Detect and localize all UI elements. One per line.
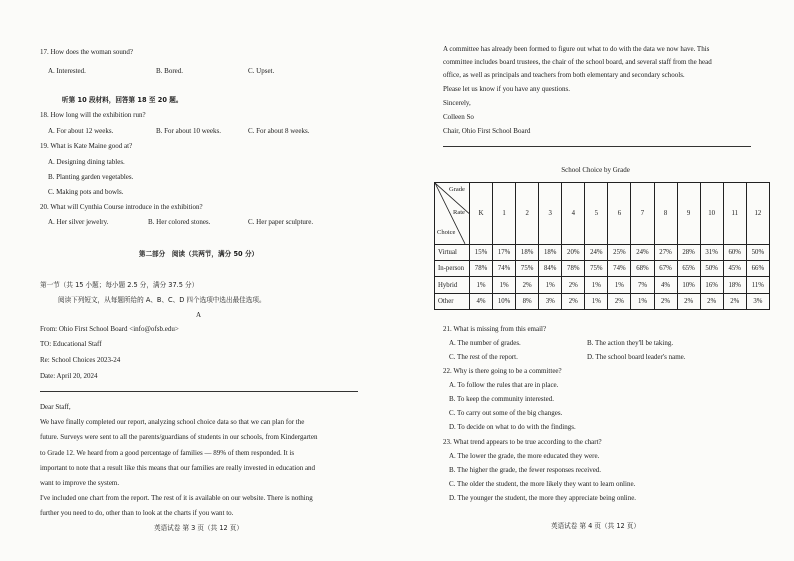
q22-option-d: D. To decide on what to do with the findings. (449, 423, 576, 431)
table-cell: 1% (493, 277, 516, 293)
email-p2-line: further you need to do, other than to look at the charts if you want to. (40, 509, 234, 517)
grade-column-header: 8 (654, 183, 677, 245)
q22-stem: 22. Why is there going to be a committee? (443, 367, 562, 375)
table-cell: 24% (585, 244, 608, 260)
email-p1-line: future. Surveys were sent to all the parents/guardians of students in our schools, from Kindergarten (40, 433, 318, 441)
table-cell: 7% (631, 277, 654, 293)
row-label: Virtual (435, 244, 470, 260)
table-cell: 2% (654, 293, 677, 309)
table-cell: 25% (608, 244, 631, 260)
table-cell: 50% (700, 261, 723, 277)
q23-stem: 23. What trend appears to be true according to the chart? (443, 438, 602, 446)
table-cell: 65% (677, 261, 700, 277)
q17-stem: 17. How does the woman sound? (40, 48, 133, 56)
table-cell: 1% (470, 277, 493, 293)
q18-option-a: A. For about 12 weeks. (48, 127, 114, 135)
email-p1-line: important to note that a result like this means that our families are really invested in education and (40, 464, 316, 472)
email-p1-line: to Grade 12. We heard from a good percentage of families — 89% of them responded. It is (40, 449, 295, 457)
table-cell: 45% (723, 261, 746, 277)
table-cell: 2% (562, 293, 585, 309)
q18-option-c: C. For about 8 weeks. (248, 127, 310, 135)
email-to: TO: Educational Staff (40, 340, 102, 348)
grade-column-header: 3 (539, 183, 562, 245)
table-cell: 18% (723, 277, 746, 293)
email-p1-line: want to improve the system. (40, 479, 120, 487)
q22-option-b: B. To keep the community interested. (449, 395, 554, 403)
grade-column-header: 11 (723, 183, 746, 245)
table-cell: 66% (746, 261, 769, 277)
passage-label: A (195, 311, 202, 319)
table-cell: 18% (539, 244, 562, 260)
q20-option-a: A. Her silver jewelry. (48, 218, 109, 226)
exam-page-4 (397, 0, 794, 561)
table-cell: 50% (746, 244, 769, 260)
q18-stem: 18. How long will the exhibition run? (40, 111, 146, 119)
q23-option-d: D. The younger the student, the more they appreciate being online. (449, 494, 637, 502)
header-grade-label: Grade (449, 186, 465, 193)
table-body (435, 244, 770, 309)
email-greeting: Dear Staff, (40, 403, 71, 411)
email-p1-line: We have finally completed our report, analyzing school choice data so that we can plan for the (40, 418, 305, 426)
q18-option-b: B. For about 10 weeks. (156, 127, 221, 135)
table-cell: 15% (470, 244, 493, 260)
email-p3-line: Please let us know if you have any questions. (443, 85, 570, 93)
table-cell: 2% (677, 293, 700, 309)
q22-option-a: A. To follow the rules that are in place. (449, 381, 559, 389)
table-cell: 31% (700, 244, 723, 260)
table-cell: 2% (723, 293, 746, 309)
table-cell: 60% (723, 244, 746, 260)
q23-option-c: C. The older the student, the more likely they want to learn online. (449, 480, 636, 488)
table-cell: 1% (585, 277, 608, 293)
email-end-divider (443, 146, 751, 147)
table-row (435, 244, 770, 260)
email-p3-line: committee includes board trustees, the chair of the school board, and several staff from the head (443, 58, 712, 66)
table-cell: 24% (631, 244, 654, 260)
table-cell: 18% (516, 244, 539, 260)
table-cell: 74% (608, 261, 631, 277)
table-cell: 84% (539, 261, 562, 277)
q17-option-b: B. Bored. (156, 67, 184, 75)
email-p3-line: A committee has already been formed to figure out what to do with the data we now have. This (443, 45, 710, 53)
table-cell: 1% (608, 277, 631, 293)
table-cell: 2% (562, 277, 585, 293)
email-from: From: Ohio First School Board <info@ofsb.edu> (40, 325, 179, 333)
table-cell: 1% (539, 277, 562, 293)
table-cell: 3% (539, 293, 562, 309)
table-cell: 78% (562, 261, 585, 277)
grade-column-header: 1 (493, 183, 516, 245)
listening-intro: 听第 10 段材料，回答第 18 至 20 题。 (62, 96, 183, 104)
q23-option-b: B. The higher the grade, the fewer responses received. (449, 466, 602, 474)
q21-option-a: A. The number of grades. (449, 339, 521, 347)
grade-column-header: 10 (700, 183, 723, 245)
table-row (435, 261, 770, 277)
q21-option-c: C. The rest of the report. (449, 353, 518, 361)
header-rate-label: Rate (453, 209, 465, 216)
q20-option-c: C. Her paper sculpture. (248, 218, 314, 226)
part2-title-text: 第二部分 阅读（共两节，满分 50 分） (138, 250, 259, 258)
grade-column-header: 6 (608, 183, 631, 245)
grade-column-header: 7 (631, 183, 654, 245)
table-row (435, 293, 770, 309)
table-cell: 1% (585, 293, 608, 309)
q21-option-b: B. The action they'll be taking. (587, 339, 674, 347)
table-cell: 2% (516, 277, 539, 293)
table-cell: 1% (631, 293, 654, 309)
grade-column-header: 9 (677, 183, 700, 245)
table-cell: 17% (493, 244, 516, 260)
table-cell: 28% (677, 244, 700, 260)
page-footer: 英语试卷 第 3 页（共 12 页） (153, 524, 243, 532)
table-row (435, 277, 770, 293)
table-cell: 68% (631, 261, 654, 277)
grade-column-header: 12 (746, 183, 769, 245)
q21-option-d: D. The school board leader's name. (587, 353, 686, 361)
table-cell: 78% (470, 261, 493, 277)
table-cell: 75% (585, 261, 608, 277)
email-subject: Re: School Choices 2023-24 (40, 356, 121, 364)
table-cell: 20% (562, 244, 585, 260)
email-p3-line: office, as well as principals and teachers from both elementary and secondary schools. (443, 71, 685, 79)
table-header-row (435, 183, 770, 245)
q22-option-c: C. To carry out some of the big changes. (449, 409, 563, 417)
table-cell: 27% (654, 244, 677, 260)
header-choice-label: Choice (437, 229, 456, 236)
table-cell: 4% (470, 293, 493, 309)
page-footer: 英语试卷 第 4 页（共 12 页） (550, 522, 640, 530)
q19-option-c: C. Making pots and bowls. (48, 188, 124, 196)
q17-option-c: C. Upset. (248, 67, 275, 75)
table-cell: 10% (677, 277, 700, 293)
email-date: Date: April 20, 2024 (40, 372, 98, 380)
row-label: Other (435, 293, 470, 309)
table-cell: 4% (654, 277, 677, 293)
q19-option-a: A. Designing dining tables. (48, 158, 125, 166)
table-cell: 67% (654, 261, 677, 277)
grade-column-header: 2 (516, 183, 539, 245)
email-signer: Colleen So (443, 113, 474, 121)
school-choice-table (434, 182, 770, 310)
row-label: In-person (435, 261, 470, 277)
table-cell: 2% (608, 293, 631, 309)
table-cell: 2% (700, 293, 723, 309)
header-diagonal-cell (435, 183, 470, 245)
section1-title: 第一节（共 15 小题；每小题 2.5 分，满分 37.5 分） (40, 281, 199, 289)
table-cell: 16% (700, 277, 723, 293)
q23-option-a: A. The lower the grade, the more educated they were. (449, 452, 600, 460)
email-p2-line: I've included one chart from the report. The rest of it is available on our website. There is nothing (40, 494, 313, 502)
grade-column-header: K (470, 183, 493, 245)
email-signer-title: Chair, Ohio First School Board (443, 127, 531, 135)
q21-stem: 21. What is missing from this email? (443, 325, 547, 333)
email-divider (40, 391, 358, 392)
chart-title: School Choice by Grade (561, 166, 630, 174)
grade-column-header: 4 (562, 183, 585, 245)
table-cell: 10% (493, 293, 516, 309)
table-cell: 8% (516, 293, 539, 309)
q19-stem: 19. What is Kate Maine good at? (40, 142, 133, 150)
table-cell: 75% (516, 261, 539, 277)
q20-option-b: B. Her colored stones. (148, 218, 211, 226)
row-label: Hybrid (435, 277, 470, 293)
part2-title (0, 250, 397, 259)
email-closing: Sincerely, (443, 99, 471, 107)
section1-instructions: 阅读下列短文，从每题所给的 A、B、C、D 四个选项中选出最佳选项。 (58, 296, 266, 304)
q19-option-b: B. Planting garden vegetables. (48, 173, 134, 181)
table-cell: 74% (493, 261, 516, 277)
q17-option-a: A. Interested. (48, 67, 86, 75)
q20-stem: 20. What will Cynthia Course introduce in the exhibition? (40, 203, 203, 211)
table-cell: 11% (746, 277, 769, 293)
table-cell: 3% (746, 293, 769, 309)
grade-column-header: 5 (585, 183, 608, 245)
